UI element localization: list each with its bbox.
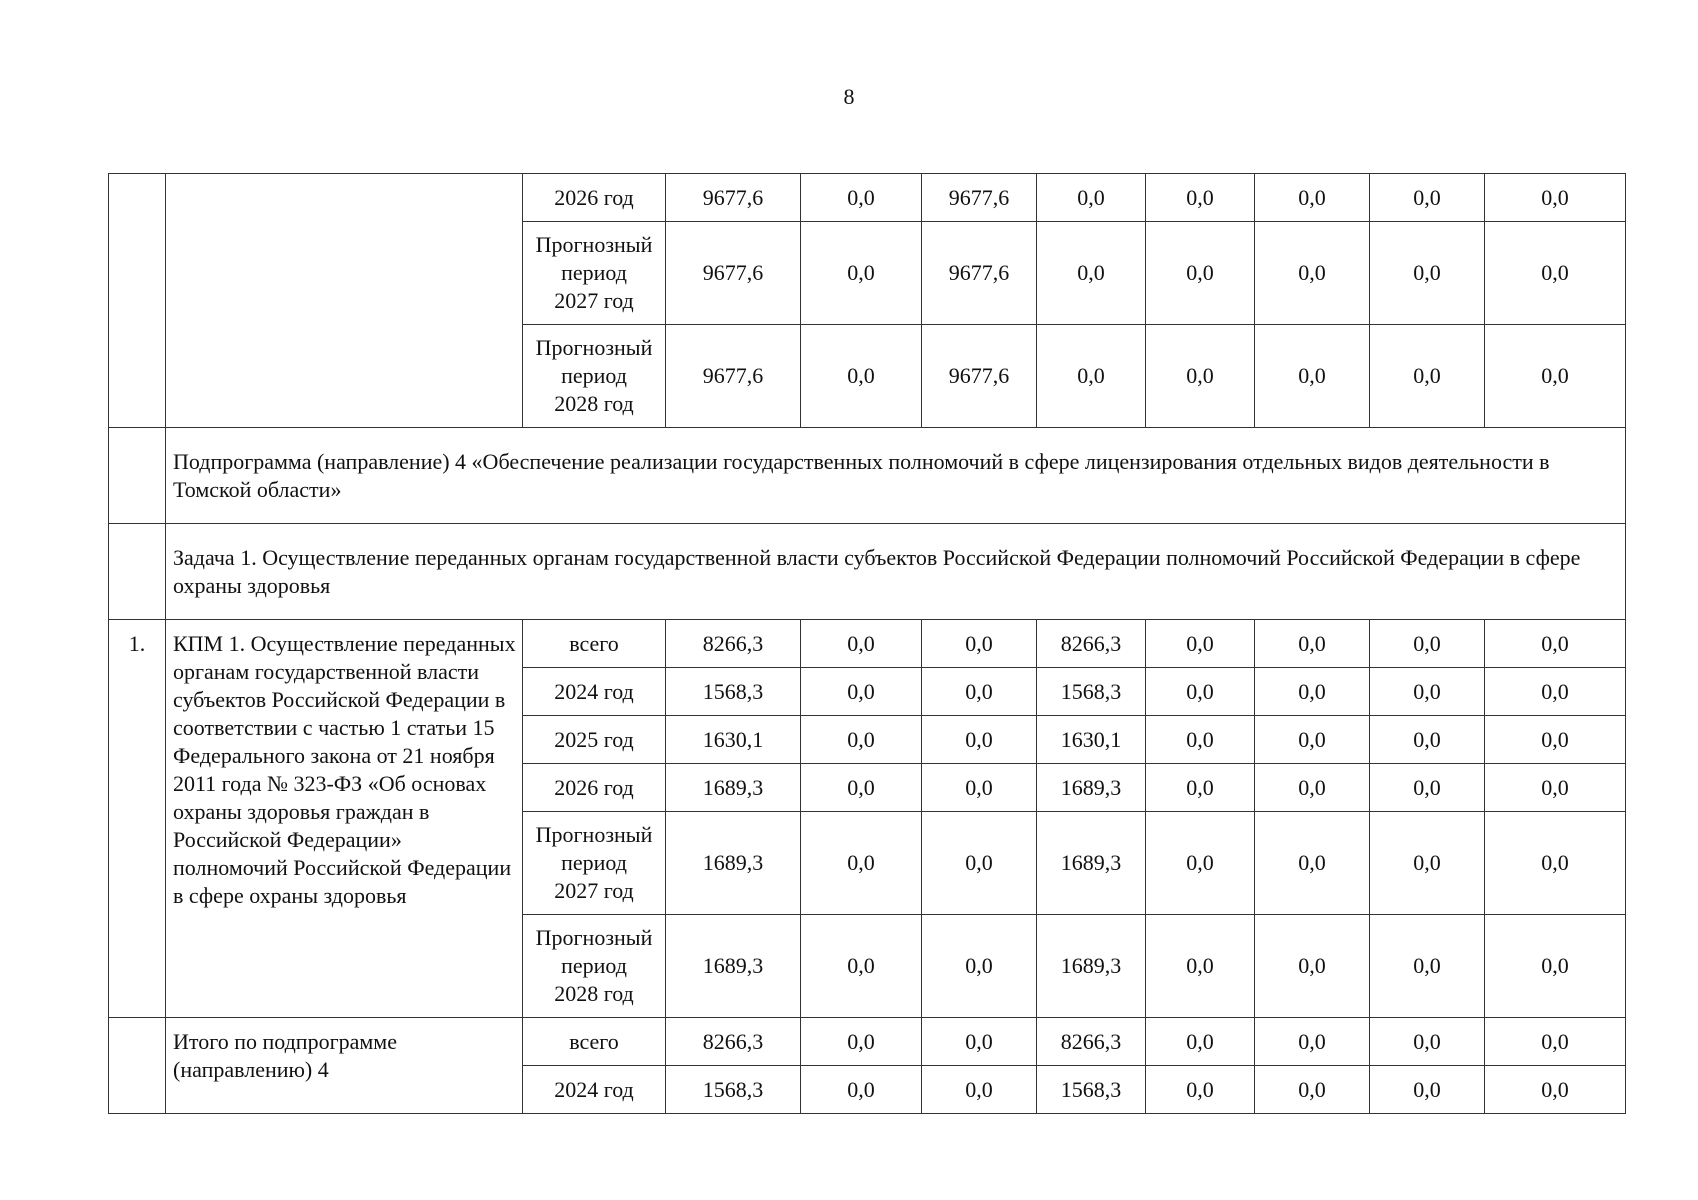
value-cell: 9677,6: [666, 222, 801, 325]
period-label: всего: [569, 630, 619, 656]
value-cell: 0,0: [1370, 325, 1485, 428]
value-cell: 0,0: [1255, 1018, 1370, 1066]
value-cell: 8266,3: [1037, 620, 1146, 668]
value-cell: 0,0: [1146, 222, 1255, 325]
value-cell: 9677,6: [922, 174, 1037, 222]
value-cell: 0,0: [1370, 222, 1485, 325]
total-name: Итого по подпрограмме (направлению) 4: [166, 1018, 523, 1114]
row-number: 1.: [109, 620, 166, 1018]
period-cell: [523, 668, 666, 716]
value-cell: 0,0: [1370, 764, 1485, 812]
value-cell: 0,0: [922, 812, 1037, 915]
value-cell: 0,0: [922, 764, 1037, 812]
value-cell: 0,0: [1146, 174, 1255, 222]
period-label: 2025 год: [554, 726, 634, 752]
value-cell: 0,0: [1037, 325, 1146, 428]
kpm-name: КПМ 1. Осуществление переданных органам государственной власти субъектов Российской Федерации в соответствии с частью 1 статьи 15 Федерального закона от 21 ноября 2011 года № 323-ФЗ «Об основах охраны здоровья граждан в Российской Федерации» полномочий Российской Федерации в сфере охраны здоровья: [166, 620, 523, 1018]
period-label: 2028 год: [554, 981, 634, 1006]
value-cell: 0,0: [922, 1018, 1037, 1066]
value-cell: 0,0: [1255, 716, 1370, 764]
period-label: всего: [569, 1028, 619, 1054]
value-cell: 0,0: [1485, 764, 1626, 812]
value-cell: 0,0: [922, 1066, 1037, 1114]
task-title: Задача 1. Осуществление переданных органам государственной власти субъектов Российской Федерации полномочий Российской Федерации в сфере охраны здоровья: [166, 524, 1626, 620]
value-cell: 9677,6: [666, 174, 801, 222]
value-cell: 0,0: [1485, 222, 1626, 325]
value-cell: 0,0: [801, 325, 922, 428]
period-label: 2024 год: [554, 678, 634, 704]
value-cell: 0,0: [922, 915, 1037, 1018]
value-cell: 0,0: [1485, 174, 1626, 222]
value-cell: 0,0: [1370, 174, 1485, 222]
value-cell: 0,0: [1146, 620, 1255, 668]
value-cell: 0,0: [801, 915, 922, 1018]
period-label: Прогнозный: [535, 232, 653, 257]
table-row: [109, 428, 1626, 524]
table-row: [109, 620, 1626, 668]
subprogram-title: Подпрограмма (направление) 4 «Обеспечение реализации государственных полномочий в сфере лицензирования отдельных видов деятельности в Томской области»: [166, 428, 1626, 524]
table-row: [109, 524, 1626, 620]
period-label: 2026 год: [554, 184, 634, 210]
name-cell: [166, 174, 523, 428]
number-cell: [109, 524, 166, 620]
value-cell: 0,0: [801, 620, 922, 668]
period-cell: [523, 764, 666, 812]
value-cell: 0,0: [1485, 668, 1626, 716]
value-cell: 8266,3: [666, 620, 801, 668]
value-cell: 0,0: [801, 222, 922, 325]
number-cell: [109, 428, 166, 524]
value-cell: 0,0: [1255, 620, 1370, 668]
value-cell: 0,0: [1370, 716, 1485, 764]
budget-table: [108, 173, 1626, 1114]
value-cell: 0,0: [1037, 222, 1146, 325]
value-cell: 1689,3: [666, 915, 801, 1018]
period-label: 2027 год: [554, 878, 634, 903]
value-cell: 0,0: [1255, 668, 1370, 716]
page-number: 8: [843, 84, 855, 109]
value-cell: 0,0: [1146, 668, 1255, 716]
value-cell: 0,0: [801, 716, 922, 764]
period-label: 2024 год: [554, 1076, 634, 1102]
table-row: [109, 174, 1626, 222]
value-cell: 9677,6: [922, 222, 1037, 325]
value-cell: 0,0: [1485, 812, 1626, 915]
period-label: Прогнозный: [535, 925, 653, 950]
table-body: [109, 174, 1626, 1114]
value-cell: 9677,6: [666, 325, 801, 428]
value-cell: 0,0: [1037, 174, 1146, 222]
value-cell: 0,0: [1370, 915, 1485, 1018]
value-cell: 0,0: [1255, 222, 1370, 325]
period-cell: [523, 325, 666, 428]
value-cell: 0,0: [1255, 1066, 1370, 1114]
value-cell: 0,0: [1255, 812, 1370, 915]
value-cell: 1689,3: [1037, 764, 1146, 812]
value-cell: 0,0: [1255, 325, 1370, 428]
value-cell: 8266,3: [1037, 1018, 1146, 1066]
period-label: период: [561, 850, 627, 875]
period-cell: [523, 222, 666, 325]
value-cell: 0,0: [1146, 915, 1255, 1018]
value-cell: 0,0: [1485, 620, 1626, 668]
value-cell: 0,0: [801, 812, 922, 915]
value-cell: 0,0: [1146, 325, 1255, 428]
value-cell: 8266,3: [666, 1018, 801, 1066]
value-cell: 0,0: [1485, 915, 1626, 1018]
period-cell: [523, 620, 666, 668]
value-cell: 0,0: [1146, 1018, 1255, 1066]
period-label: 2028 год: [554, 391, 634, 416]
value-cell: 0,0: [1485, 1066, 1626, 1114]
value-cell: 1689,3: [666, 764, 801, 812]
value-cell: 0,0: [1146, 716, 1255, 764]
value-cell: 1630,1: [1037, 716, 1146, 764]
value-cell: 0,0: [801, 764, 922, 812]
value-cell: 1689,3: [666, 812, 801, 915]
value-cell: 0,0: [1370, 668, 1485, 716]
period-label: Прогнозный: [535, 335, 653, 360]
period-label: период: [561, 953, 627, 978]
value-cell: 0,0: [1485, 325, 1626, 428]
period-cell: [523, 812, 666, 915]
period-cell: [523, 716, 666, 764]
value-cell: 0,0: [1255, 764, 1370, 812]
value-cell: 0,0: [1485, 1018, 1626, 1066]
value-cell: 1568,3: [1037, 668, 1146, 716]
value-cell: 0,0: [1146, 764, 1255, 812]
value-cell: 0,0: [1370, 1018, 1485, 1066]
number-cell: [109, 1018, 166, 1114]
value-cell: 1568,3: [666, 1066, 801, 1114]
value-cell: 0,0: [1485, 716, 1626, 764]
number-cell: [109, 174, 166, 428]
period-label: 2026 год: [554, 774, 634, 800]
value-cell: 1689,3: [1037, 812, 1146, 915]
period-label: период: [561, 260, 627, 285]
value-cell: 0,0: [801, 1066, 922, 1114]
value-cell: 0,0: [1255, 174, 1370, 222]
value-cell: 0,0: [922, 620, 1037, 668]
period-label: 2027 год: [554, 288, 634, 313]
value-cell: 0,0: [922, 716, 1037, 764]
period-cell: [523, 174, 666, 222]
period-label: период: [561, 363, 627, 388]
period-cell: [523, 1018, 666, 1066]
value-cell: 1568,3: [666, 668, 801, 716]
value-cell: 0,0: [1146, 1066, 1255, 1114]
table-row: [109, 1018, 1626, 1066]
value-cell: 0,0: [1255, 915, 1370, 1018]
value-cell: 1568,3: [1037, 1066, 1146, 1114]
value-cell: 0,0: [1370, 620, 1485, 668]
value-cell: 0,0: [922, 668, 1037, 716]
value-cell: 0,0: [1370, 1066, 1485, 1114]
value-cell: 1630,1: [666, 716, 801, 764]
period-label: Прогнозный: [535, 822, 653, 847]
value-cell: 1689,3: [1037, 915, 1146, 1018]
value-cell: 0,0: [1146, 812, 1255, 915]
period-cell: [523, 1066, 666, 1114]
value-cell: 9677,6: [922, 325, 1037, 428]
value-cell: 0,0: [801, 174, 922, 222]
value-cell: 0,0: [801, 1018, 922, 1066]
value-cell: 0,0: [1370, 812, 1485, 915]
period-cell: [523, 915, 666, 1018]
value-cell: 0,0: [801, 668, 922, 716]
